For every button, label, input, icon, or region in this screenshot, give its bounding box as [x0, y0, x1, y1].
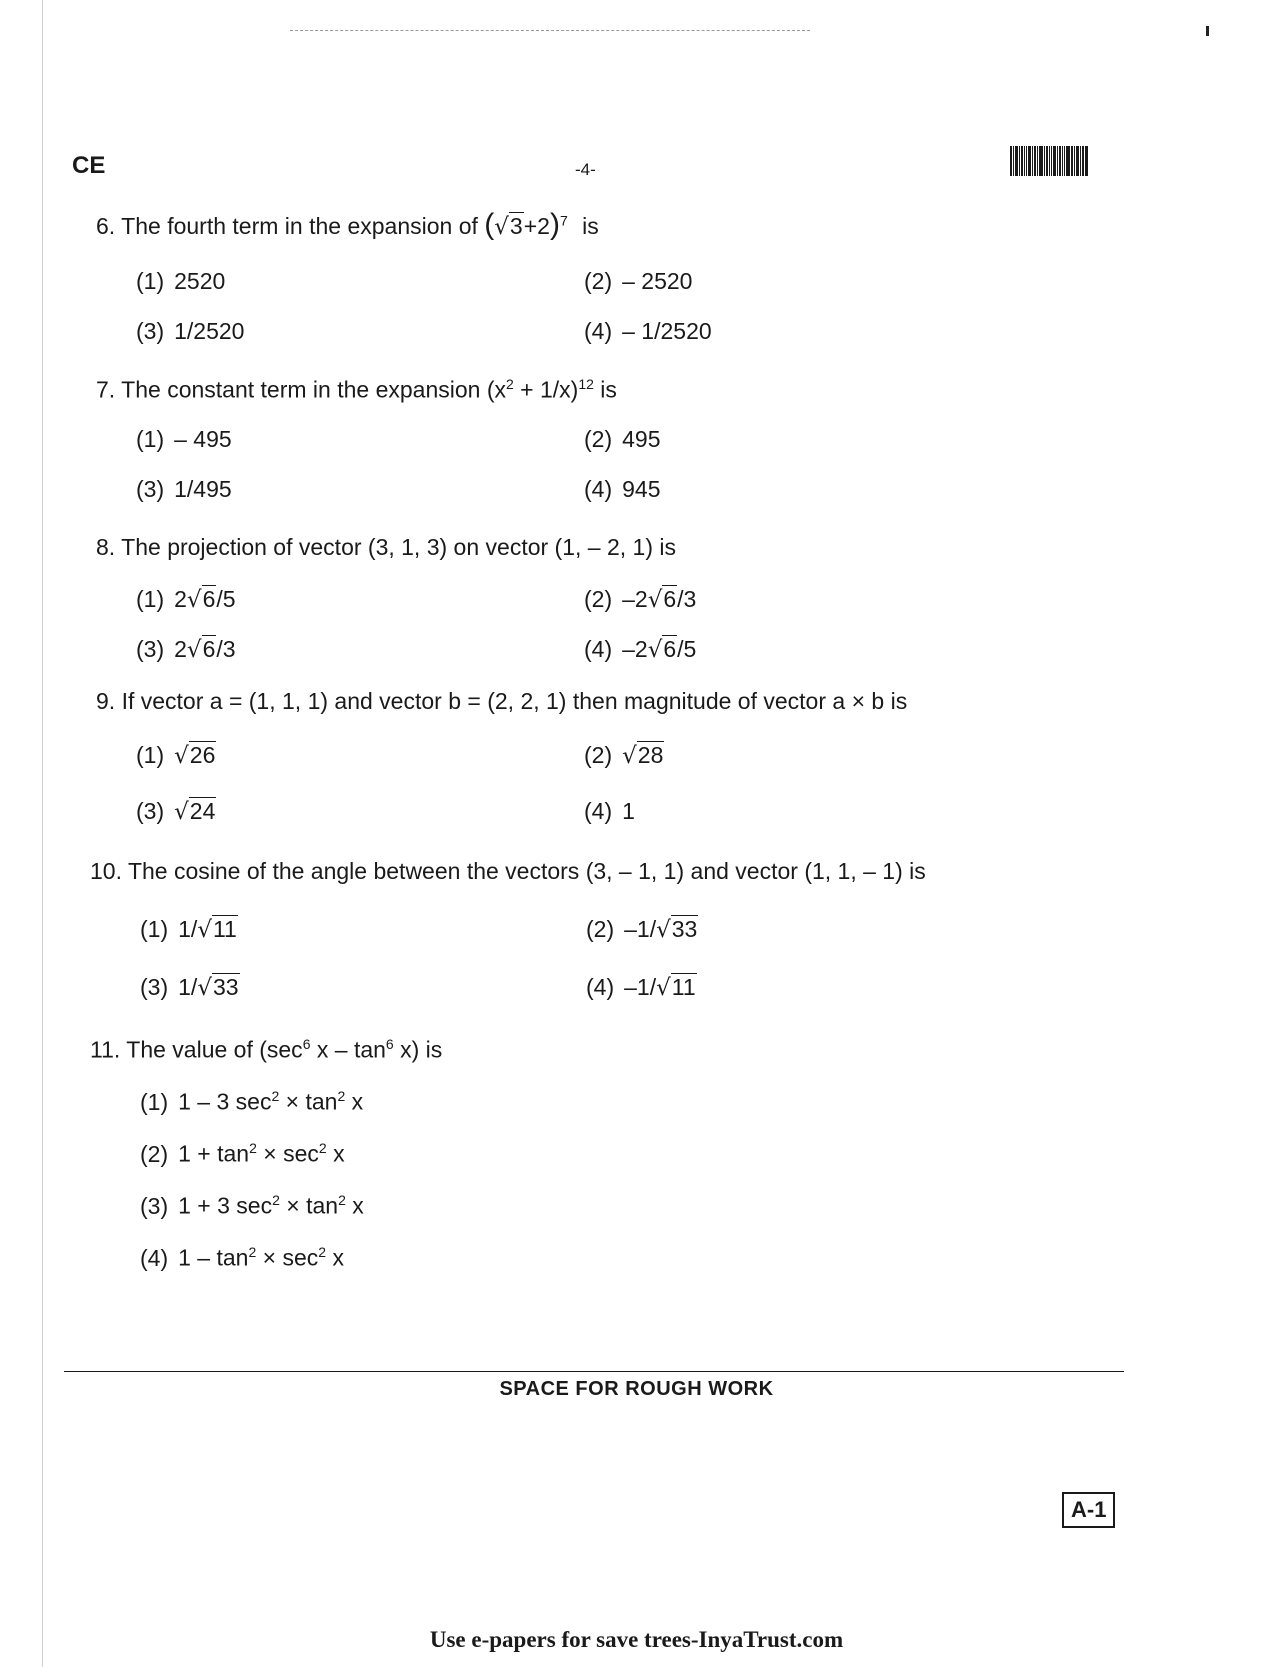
option: (3) 2√6/3: [136, 636, 236, 663]
question-8: [96, 534, 676, 561]
option: (1) 1 – 3 $\sec^2 \times \tan^2 x$: [140, 1088, 364, 1115]
question-11: 11. The value of ($\sec^6$ x – $\tan^6 x$) is: [90, 1036, 443, 1063]
question-stem: The fourth term in the expansion of: [121, 213, 478, 239]
option: (1) 2√6/5: [136, 586, 236, 613]
question-number: 6.: [96, 213, 116, 239]
corner-mark: [1206, 26, 1209, 36]
subject-code: CE: [72, 152, 106, 179]
question-9: [96, 688, 907, 715]
option: (3) √24: [136, 798, 216, 825]
option: (3) 1 + 3 $\sec^2 \times \tan^2 x$: [140, 1192, 364, 1219]
question-6: 6. The fourth term in the expansion of $(√3+2)^7$ is: [96, 208, 599, 241]
question-stem: The cosine of the angle between the vectors (3, – 1, 1) and vector (1, 1, – 1) is: [127, 858, 926, 884]
question-7: 7. The constant term in the expansion $(x^2 + 1/x)^{12}$ is: [96, 376, 617, 403]
option: (2) –2√6/3: [584, 586, 697, 613]
rough-work-divider: [64, 1371, 1124, 1372]
question-stem: The projection of vector (3, 1, 3) on vector (1, – 2, 1) is: [121, 534, 676, 560]
question-number: 9.: [96, 688, 116, 714]
option: (4) –2√6/5: [584, 636, 697, 663]
option: (3) 1/2520: [136, 318, 245, 344]
option: (4) 1: [584, 798, 635, 824]
option: (4) $1 - \tan^2 \times \sec^2 x$: [140, 1244, 344, 1271]
option: (2) √28: [584, 742, 664, 769]
question-number: 11.: [90, 1036, 121, 1063]
option: (2) – 2520: [584, 268, 693, 294]
option: (4) 945: [584, 476, 661, 502]
option: (2) $1 + \tan^2 \times \sec^2 x$: [140, 1140, 345, 1167]
option: (1) – 495: [136, 426, 232, 452]
option: (1) 2520: [136, 268, 226, 294]
question-number: 7.: [96, 376, 116, 403]
option: (3) 1/√33: [140, 974, 239, 1001]
option: (4) – 1/2520: [584, 318, 712, 344]
question-10: [90, 858, 926, 885]
option: (4) –1/√11: [586, 974, 696, 1001]
option: (1) √26: [136, 742, 216, 769]
question-number: 10.: [90, 858, 122, 884]
page-number: -4-: [575, 160, 596, 179]
option: (3) 1/495: [136, 476, 232, 502]
scan-artifact-line: [290, 30, 810, 31]
page-edge-line: [42, 0, 43, 1667]
question-number: 8.: [96, 534, 116, 560]
option: (2) 495: [584, 426, 661, 452]
option: (2) –1/√33: [586, 916, 698, 943]
question-stem: If vector a = (1, 1, 1) and vector b = (2, 2, 1) then magnitude of vector a × b is: [121, 688, 908, 714]
sqrt-expression: √3: [494, 213, 523, 240]
series-badge: A-1: [1062, 1492, 1115, 1528]
rough-work-label: SPACE FOR ROUGH WORK: [499, 1378, 774, 1400]
option: (1) 1/√11: [140, 916, 237, 943]
barcode-graphic: [1010, 146, 1110, 176]
footer-text: Use e-papers for save trees-InyaTrust.com: [429, 1627, 844, 1652]
